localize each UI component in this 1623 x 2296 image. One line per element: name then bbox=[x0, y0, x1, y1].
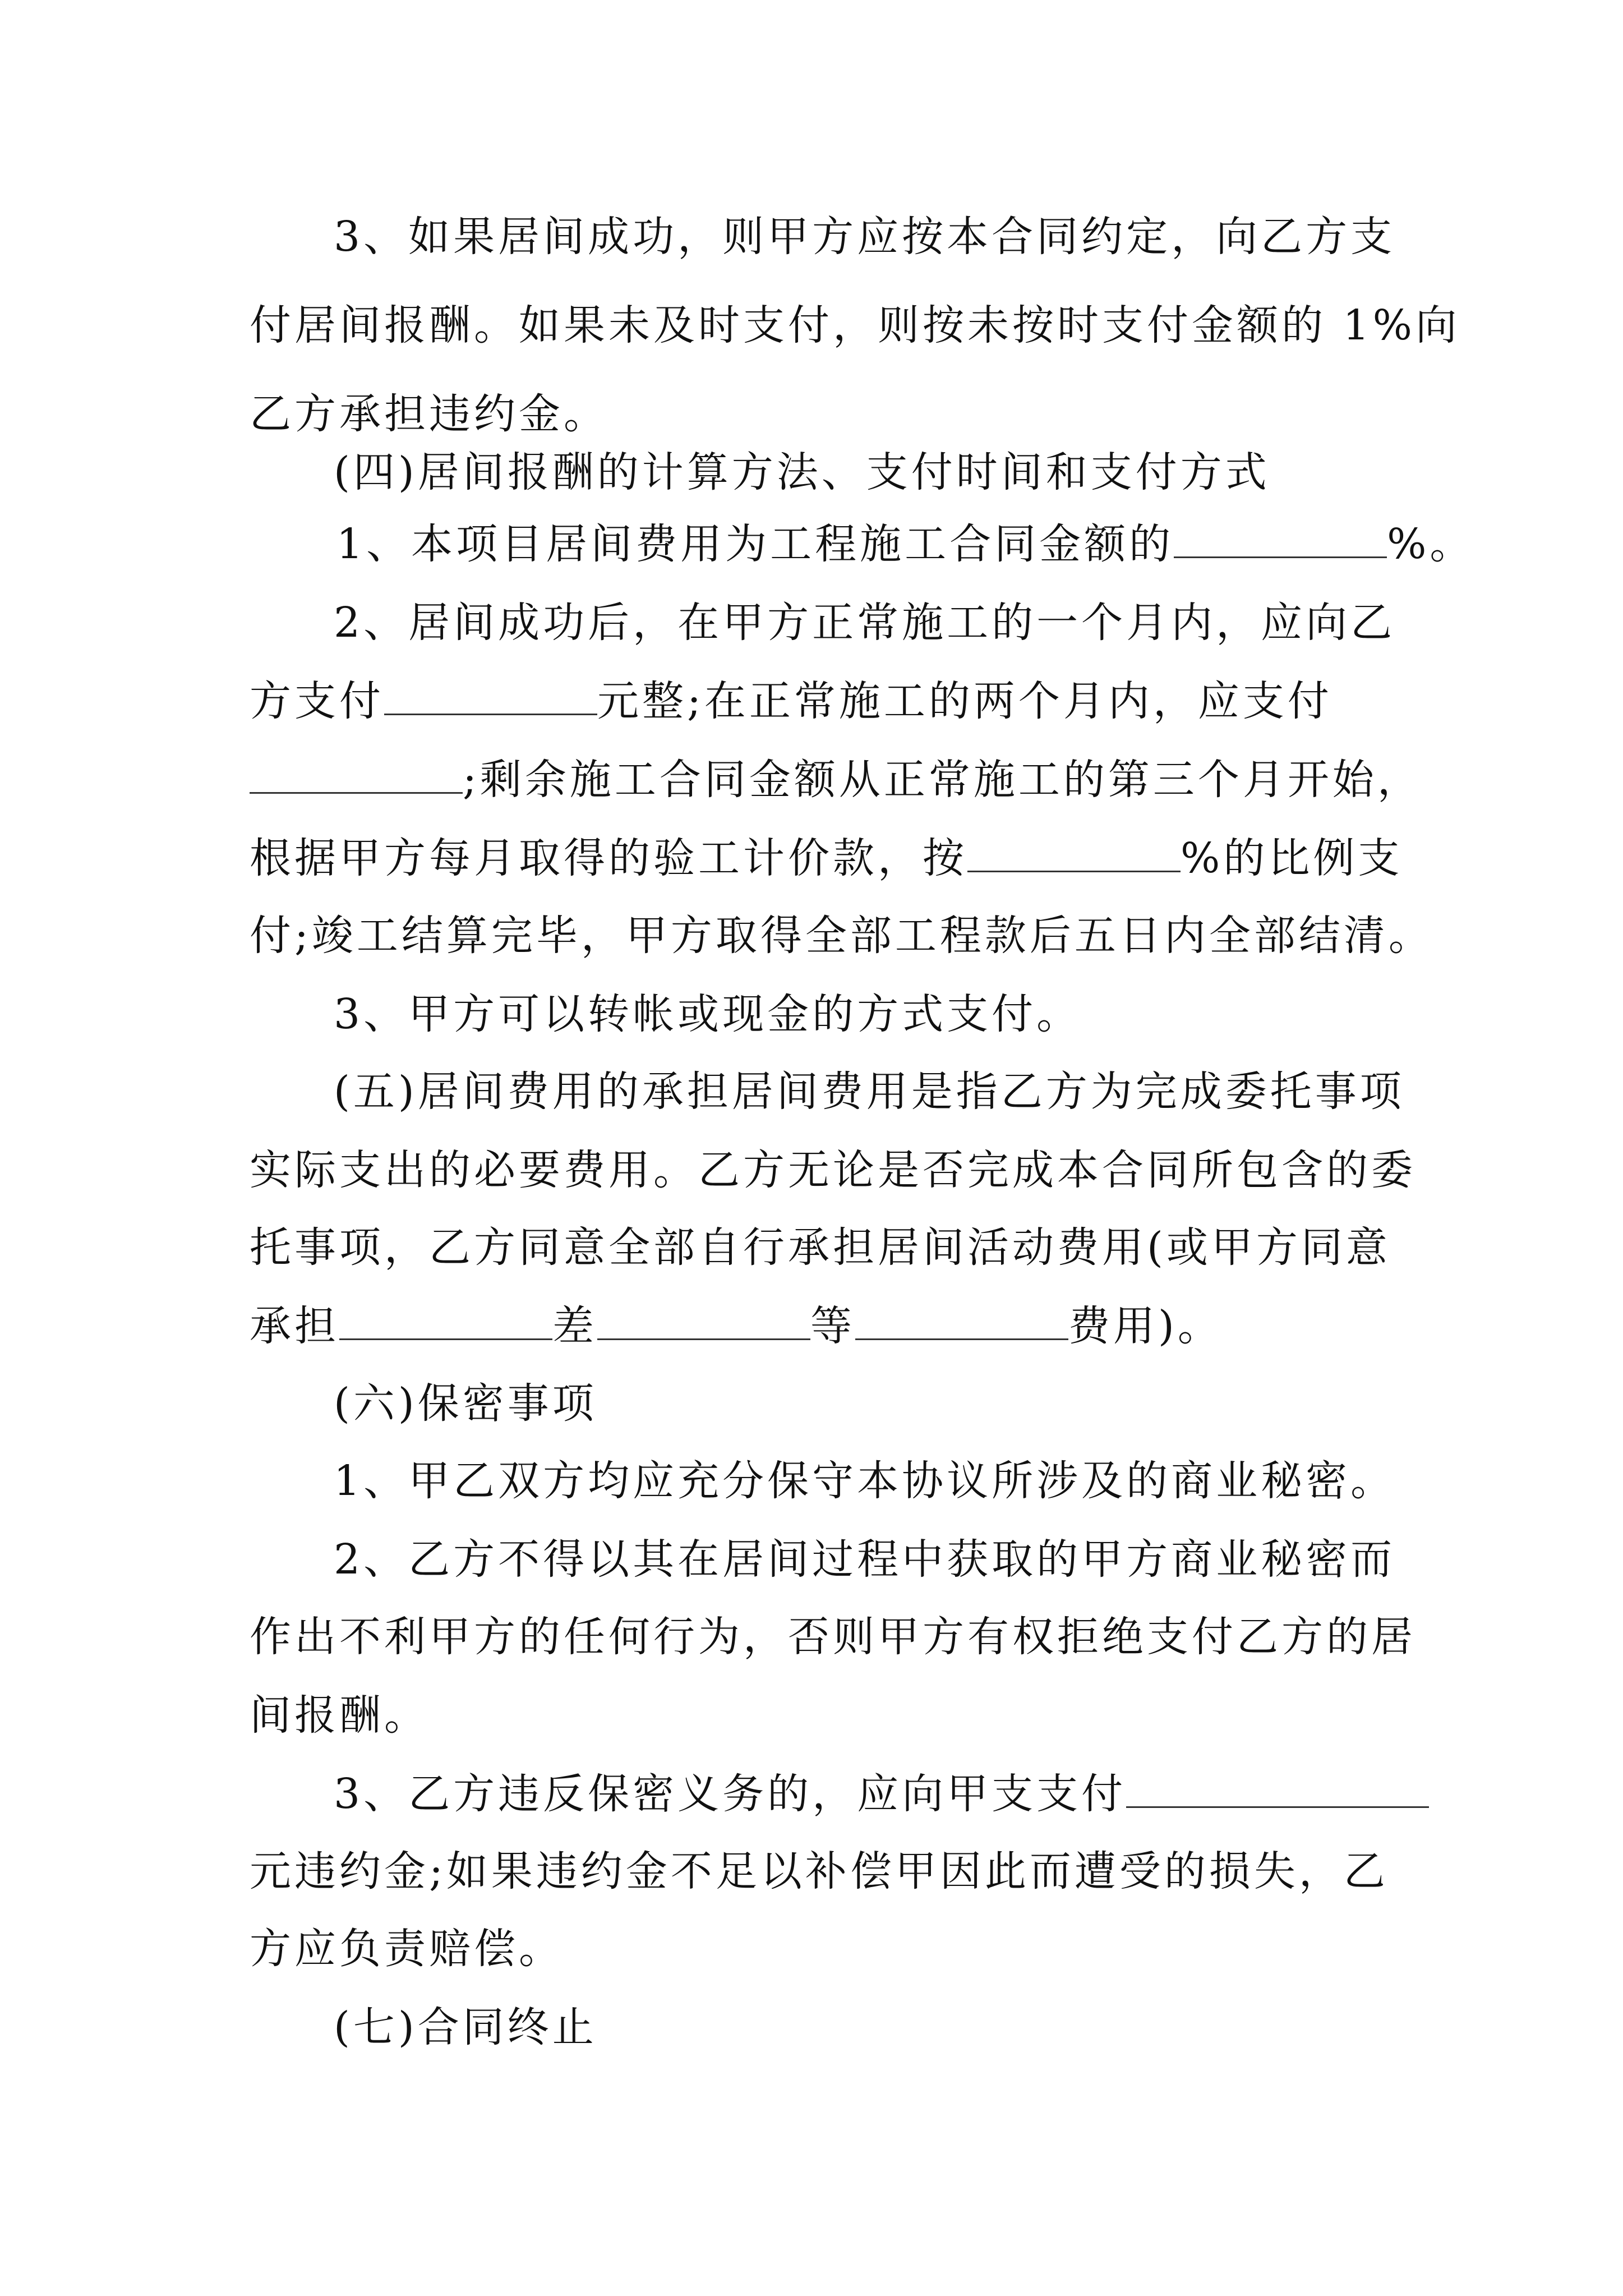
text-span: 元整;在正常施工的两个月内，应支付 bbox=[597, 677, 1332, 725]
text-span: 托事项，乙方同意全部自行承担居间活动费用(或甲方同意 bbox=[250, 1223, 1391, 1272]
fill-in-blank bbox=[1174, 517, 1387, 558]
section-heading bbox=[334, 1999, 597, 2055]
text-span: 2、居间成功后，在甲方正常施工的一个月内，应向乙 bbox=[334, 599, 1396, 647]
text-line bbox=[334, 1766, 1429, 1822]
fill-in-blank bbox=[384, 674, 597, 715]
text-span: (五)居间费用的承担居间费用是指乙方为完成委托事项 bbox=[334, 1068, 1405, 1116]
text-span: 方应负责赔偿。 bbox=[250, 1925, 564, 1973]
text-span: %。 bbox=[1387, 520, 1475, 568]
text-span: 费用)。 bbox=[1068, 1302, 1223, 1350]
text-span: %的比例支 bbox=[1181, 834, 1403, 882]
text-line bbox=[334, 595, 1395, 651]
text-line bbox=[334, 209, 1395, 265]
text-span: ;剩余施工合同金额从正常施工的第三个月开始， bbox=[463, 756, 1422, 804]
text-line bbox=[250, 752, 1422, 808]
fill-in-blank bbox=[967, 831, 1181, 872]
text-span: 方支付 bbox=[250, 677, 384, 725]
text-line bbox=[250, 1921, 564, 1977]
fill-in-blank bbox=[855, 1299, 1068, 1340]
text-line bbox=[334, 986, 1081, 1042]
fill-in-blank bbox=[1126, 1767, 1429, 1808]
text-line bbox=[250, 830, 1403, 886]
fill-in-blank bbox=[250, 753, 463, 794]
text-span: 等 bbox=[810, 1302, 855, 1350]
text-span: 元违约金;如果违约金不足以补偿甲因此而遭受的损失，乙 bbox=[250, 1847, 1389, 1895]
text-span: 乙方承担违约金。 bbox=[250, 390, 608, 438]
text-line bbox=[250, 1843, 1389, 1899]
text-line bbox=[250, 1220, 1391, 1276]
text-span: 实际支出的必要费用。乙方无论是否完成本合同所包含的委 bbox=[250, 1146, 1416, 1194]
text-line bbox=[250, 673, 1332, 729]
text-span: (七)合同终止 bbox=[334, 2003, 597, 2051]
section-heading bbox=[334, 444, 1270, 500]
text-line bbox=[250, 1298, 1223, 1354]
text-line bbox=[250, 908, 1433, 964]
fill-in-blank bbox=[597, 1299, 810, 1340]
text-span: 付居间报酬。如果未及时支付，则按未按时支付金额的 1%向 bbox=[250, 301, 1460, 349]
text-span: 3、甲方可以转帐或现金的方式支付。 bbox=[334, 990, 1082, 1038]
fill-in-blank bbox=[339, 1299, 552, 1340]
text-span: 根据甲方每月取得的验工计价款，按 bbox=[250, 834, 967, 882]
text-line bbox=[334, 1453, 1395, 1509]
text-span: (四)居间报酬的计算方法、支付时间和支付方式 bbox=[334, 448, 1270, 496]
text-line bbox=[250, 1609, 1416, 1665]
text-span: 1、本项目居间费用为工程施工合同金额的 bbox=[336, 520, 1174, 568]
text-line bbox=[250, 1142, 1416, 1198]
text-span: 承担 bbox=[250, 1302, 339, 1350]
text-span: (六)保密事项 bbox=[334, 1379, 597, 1428]
section-heading bbox=[334, 1375, 597, 1432]
text-span: 3、如果居间成功，则甲方应按本合同约定，向乙方支 bbox=[334, 213, 1396, 261]
text-line bbox=[336, 516, 1474, 572]
text-span: 2、乙方不得以其在居间过程中获取的甲方商业秘密而 bbox=[334, 1535, 1396, 1584]
text-line bbox=[250, 386, 608, 442]
text-line bbox=[334, 1531, 1395, 1588]
text-span: 间报酬。 bbox=[250, 1691, 429, 1740]
text-span: 3、乙方违反保密义务的，应向甲支支付 bbox=[334, 1770, 1127, 1818]
text-line bbox=[250, 1687, 429, 1743]
text-span: 付;竣工结算完毕，甲方取得全部工程款后五日内全部结清。 bbox=[250, 912, 1433, 960]
text-span: 作出不利甲方的任何行为，否则甲方有权拒绝支付乙方的居 bbox=[250, 1613, 1416, 1661]
text-span: 1、甲乙双方均应充分保守本协议所涉及的商业秘密。 bbox=[334, 1457, 1396, 1505]
text-span: 差 bbox=[552, 1302, 597, 1350]
section-heading bbox=[334, 1064, 1405, 1120]
text-line bbox=[250, 297, 1460, 353]
